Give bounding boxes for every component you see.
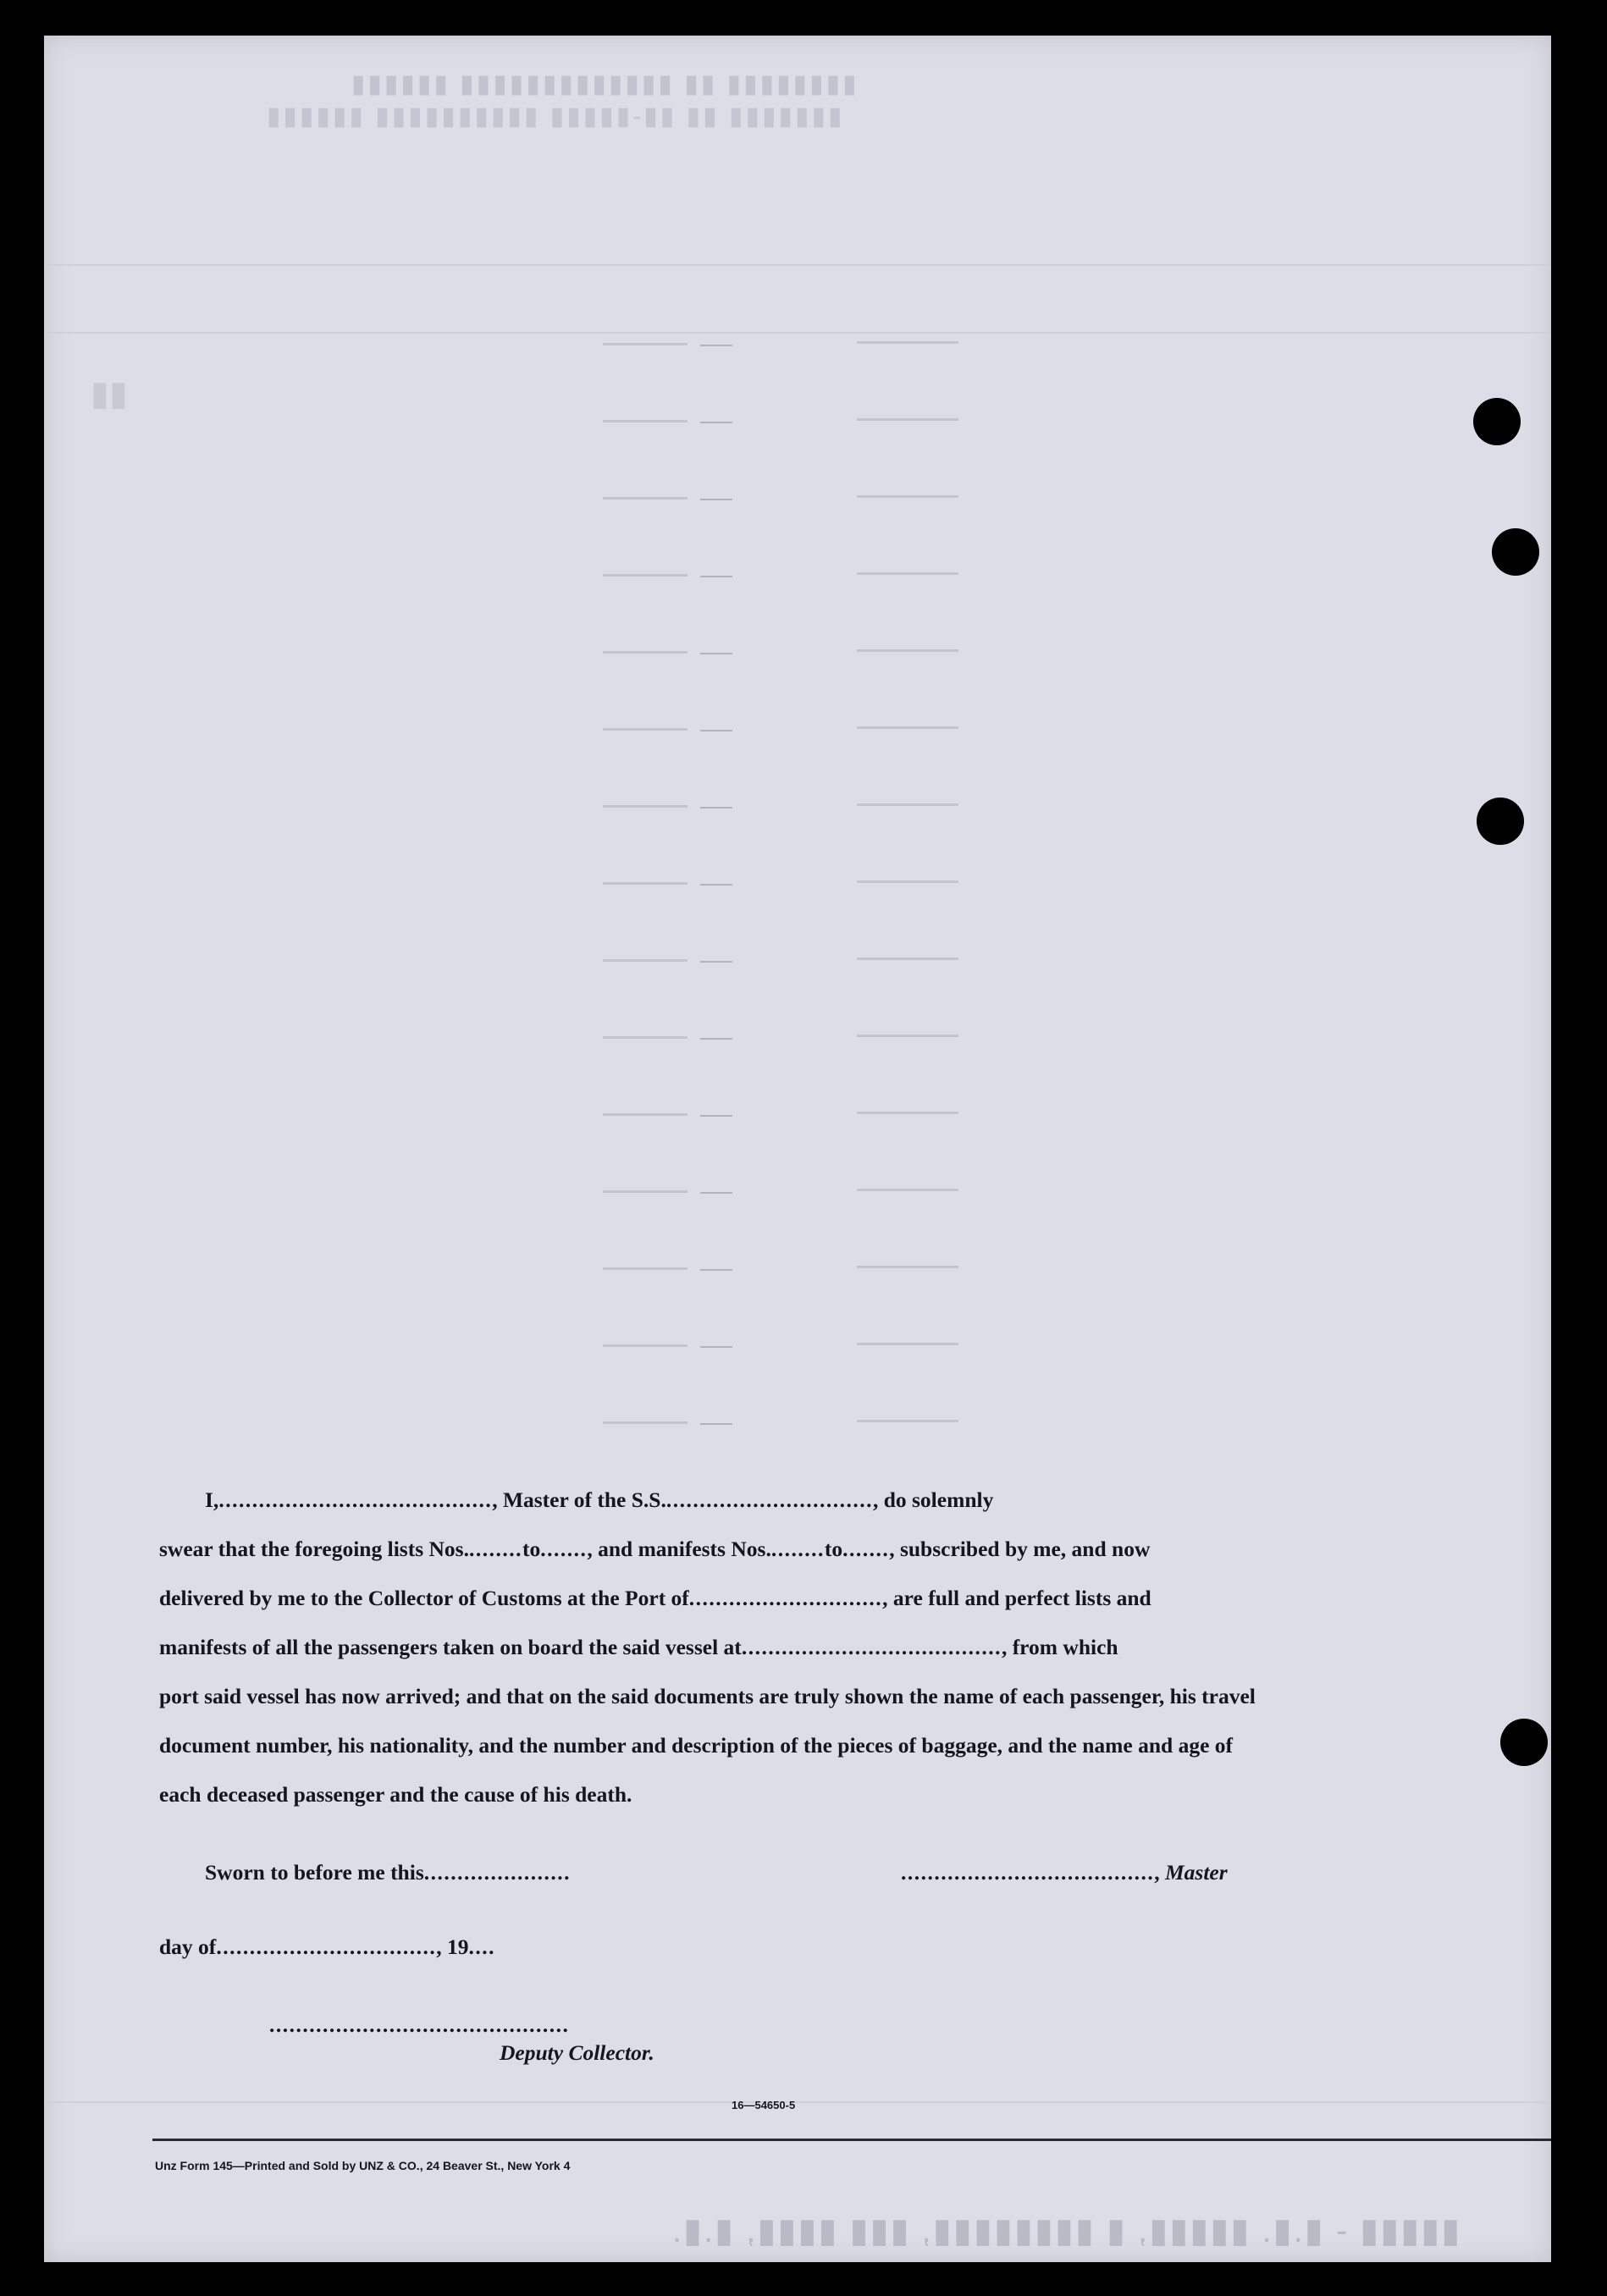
blank-manifest-from: ........	[770, 1537, 825, 1561]
show-through-entry	[603, 1267, 688, 1270]
blank-day-of: .................................	[216, 1934, 437, 1959]
blank-year: ....	[468, 1934, 495, 1959]
show-through-dash	[700, 1038, 732, 1040]
day-of-line	[159, 1934, 495, 1960]
document-page	[44, 36, 1551, 2262]
show-through-entry	[857, 958, 958, 960]
show-through-entry	[857, 880, 958, 883]
show-through-entry	[857, 1343, 958, 1345]
show-through-entry	[857, 803, 958, 806]
oath-text: , and manifests Nos.	[587, 1537, 771, 1561]
oath-text: to	[824, 1537, 843, 1561]
oath-text: , do solemnly	[872, 1487, 994, 1512]
show-through-entry	[857, 572, 958, 575]
show-through-entry	[603, 1344, 688, 1347]
show-through-dash	[700, 1269, 732, 1271]
show-through-rule	[44, 264, 1551, 266]
blank-list-from: ........	[468, 1537, 522, 1561]
blank-master-signature: ......................................	[901, 1860, 1155, 1885]
show-through-entry	[603, 651, 688, 654]
show-through-dash	[700, 961, 732, 963]
show-through-entry	[857, 1420, 958, 1422]
punch-hole	[1477, 798, 1524, 845]
show-through-entry	[857, 1266, 958, 1268]
show-through-entry	[857, 649, 958, 652]
show-through-dash	[700, 1423, 732, 1425]
show-through-subheader: ▮▮▮▮▮▮▮ ▮▮ ▮▮-▮▮▮▮▮ ▮▮▮▮▮▮▮▮▮▮ ▮▮▮▮▮▮	[264, 102, 842, 130]
oath-line-6: document number, his nationality, and the number and description of the pieces of baggage, and the name and age of	[159, 1733, 1234, 1758]
blank-vessel-name: ...............................	[665, 1487, 873, 1512]
blank-list-to: .......	[540, 1537, 588, 1561]
show-through-entry	[603, 574, 688, 577]
show-through-entry	[603, 1036, 688, 1039]
show-through-entry	[857, 1035, 958, 1037]
show-through-dash	[700, 807, 732, 809]
year-label: , 19	[436, 1934, 469, 1959]
show-through-dash	[700, 576, 732, 577]
oath-text: swear that the foregoing lists Nos.	[159, 1537, 469, 1561]
sworn-line	[205, 1860, 571, 1885]
show-through-rule	[44, 332, 1551, 334]
oath-text: , subscribed by me, and now	[889, 1537, 1151, 1561]
show-through-entry	[603, 959, 688, 962]
show-through-header: ▮▮▮▮▮▮▮▮ ▮▮ ▮▮▮▮▮▮▮▮▮▮▮▮▮ ▮▮▮▮▮▮	[349, 70, 857, 98]
show-through-entry	[857, 418, 958, 421]
oath-text: I,	[205, 1487, 219, 1512]
blank-port: .............................	[688, 1586, 883, 1610]
show-through-entry	[603, 1190, 688, 1193]
oath-text: , Master of the S.S.	[492, 1487, 666, 1512]
blank-manifest-to: .......	[842, 1537, 890, 1561]
oath-text: manifests of all the passengers taken on board the said vessel at	[159, 1635, 742, 1659]
show-through-entry	[857, 341, 958, 344]
day-of-label: day of	[159, 1934, 217, 1959]
show-through-dash	[700, 499, 732, 500]
deputy-signature-blank: .............................................	[269, 2012, 570, 2037]
form-number: 16—54650-5	[732, 2099, 796, 2111]
oath-line-2	[159, 1537, 1150, 1562]
show-through-dash	[700, 1115, 732, 1117]
oath-line-1	[205, 1487, 993, 1513]
oath-text: , from which	[1001, 1635, 1118, 1659]
oath-line-5: port said vessel has now arrived; and that on the said documents are truly shown the name of each passenger, his travel	[159, 1684, 1256, 1708]
punch-hole	[1500, 1719, 1548, 1766]
show-through-dash	[700, 653, 732, 654]
show-through-entry	[603, 728, 688, 731]
deputy-collector-label: Deputy Collector.	[500, 2040, 654, 2065]
punch-hole	[1473, 398, 1521, 445]
show-through-entry	[857, 1189, 958, 1191]
sworn-label: Sworn to before me this	[205, 1860, 424, 1885]
oath-text: , are full and perfect lists and	[882, 1586, 1151, 1610]
show-through-entry	[603, 1421, 688, 1424]
show-through-entry	[603, 343, 688, 345]
show-through-entry	[857, 495, 958, 498]
oath-line-3	[159, 1586, 1151, 1611]
blank-sworn-date: ......................	[423, 1860, 571, 1885]
show-through-dash	[700, 345, 732, 346]
show-through-entry	[857, 1112, 958, 1114]
blank-departure-port: .......................................	[741, 1635, 1002, 1659]
punch-hole	[1492, 528, 1539, 576]
show-through-entry	[603, 805, 688, 808]
master-label: Master	[1165, 1860, 1228, 1885]
show-through-entry	[603, 1113, 688, 1116]
oath-text: to	[522, 1537, 541, 1561]
footer-rule	[152, 2139, 1551, 2141]
blank-master-name: .........................................	[218, 1487, 493, 1512]
show-through-entry	[603, 882, 688, 885]
printer-line: Unz Form 145—Printed and Sold by UNZ & CO., 24 Beaver St., New York 4	[155, 2159, 571, 2172]
show-through-dash	[700, 884, 732, 886]
show-through-dash	[700, 1346, 732, 1348]
show-through-entry	[603, 420, 688, 422]
master-signature-line: ......................................, Master	[901, 1860, 1228, 1885]
oath-line-4	[159, 1635, 1118, 1660]
oath-line-7: each deceased passenger and the cause of his death.	[159, 1782, 632, 1807]
show-through-rule	[44, 2101, 1551, 2103]
oath-text: delivered by me to the Collector of Customs at the Port of	[159, 1586, 689, 1610]
show-through-entry	[857, 726, 958, 729]
show-through-dash	[700, 730, 732, 731]
show-through-dash	[700, 422, 732, 423]
show-through-footer: ▮▮▮▮▮ - ▮.▮. ▮▮▮▮▮, ▮ ▮▮▮▮▮▮▮▮, ▮▮▮ ▮▮▮▮, ▮.▮.	[671, 2212, 1461, 2249]
show-through-entry	[603, 497, 688, 499]
show-through-number: ▮▮	[91, 375, 129, 412]
show-through-dash	[700, 1192, 732, 1194]
